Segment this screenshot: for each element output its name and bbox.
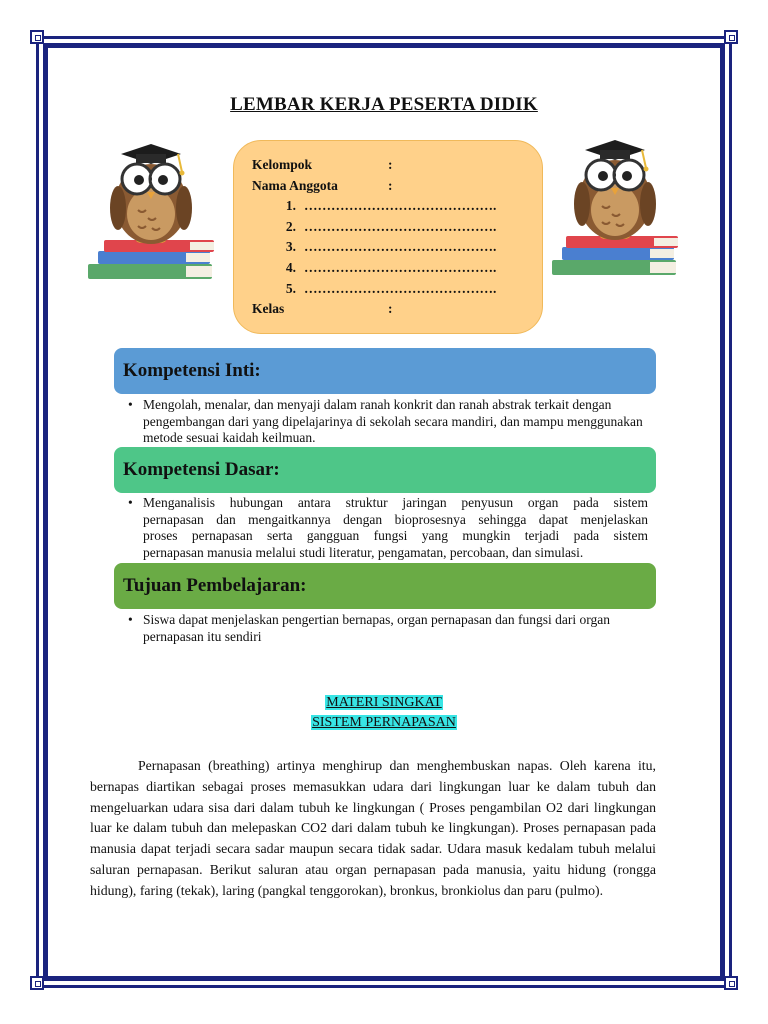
corner-ornament-top-left <box>30 30 44 44</box>
kelas-colon: : <box>388 301 393 317</box>
bullet-icon: • <box>128 495 133 510</box>
corner-ornament-bottom-left <box>30 976 44 990</box>
kompetensi-dasar-heading: Kompetensi Dasar: <box>114 447 656 493</box>
member-list <box>252 196 542 299</box>
member-line-3[interactable]: 3. ……………………………………. <box>285 239 497 255</box>
worksheet-title: LEMBAR KERJA PESERTA DIDIK <box>230 94 538 115</box>
kompetensi-dasar-line: Menganalisis hubungan antara struktur jaringan penyusun organ pada sistem <box>143 495 648 510</box>
nama-anggota-colon: : <box>388 177 393 193</box>
owl-with-books-icon <box>86 140 216 287</box>
kompetensi-inti-text: Mengolah, menalar, dan menyaji dalam ranah konkrit dan ranah abstrak terkait dengan pengembangan dari yang dipelajarinya di sekolah secara mandiri, dan mampu menggunakan metode sesuai kaidah keilmuan. <box>143 397 643 445</box>
nama-anggota-label: Nama Anggota <box>252 177 338 193</box>
bullet-icon: • <box>128 612 133 627</box>
kompetensi-dasar-line: pernapasan dan mengaitkannya dengan bioprosesnya sehingga dapat menjelaskan <box>143 511 648 527</box>
kelompok-colon: : <box>388 157 393 172</box>
tujuan-pembelajaran-heading: Tujuan Pembelajaran: <box>114 563 656 609</box>
student-identity-box <box>233 140 543 334</box>
member-line-1[interactable]: 1. ……………………………………. <box>285 198 497 214</box>
sistem-pernapasan-label: SISTEM PERNAPASAN <box>312 715 456 730</box>
kelas-label: Kelas <box>252 301 285 317</box>
kompetensi-inti-content <box>128 397 648 447</box>
kompetensi-dasar-line: proses pernapasan serta gangguan fungsi yang mungkin terjadi pada sistem <box>143 528 648 543</box>
owl-with-books-icon <box>550 136 682 285</box>
member-line-4[interactable]: 4. ……………………………………. <box>285 259 497 275</box>
kompetensi-dasar-line: pernapasan manusia melalui studi literatur, pengamatan, percobaan, dan simulasi. <box>143 544 584 560</box>
corner-ornament-bottom-right <box>724 976 738 990</box>
kelompok-label: Kelompok <box>252 157 313 172</box>
bullet-icon: • <box>128 397 133 412</box>
tujuan-pembelajaran-text: Siswa dapat menjelaskan pengertian bernapas, organ pernapasan dan fungsi dari organ pernapasan itu sendiri <box>143 612 610 644</box>
kelas-row <box>252 299 542 320</box>
materi-heading <box>0 693 768 733</box>
kelompok-row <box>252 155 542 176</box>
tujuan-pembelajaran-content <box>128 612 648 645</box>
kompetensi-inti-heading: Kompetensi Inti: <box>114 348 656 394</box>
member-line-5[interactable]: 5. ……………………………………. <box>285 280 497 296</box>
materi-singkat-label: MATERI SINGKAT <box>326 695 442 710</box>
corner-ornament-top-right <box>724 30 738 44</box>
kompetensi-dasar-content <box>128 495 648 561</box>
materi-paragraph: Pernapasan (breathing) artinya menghirup dan menghembuskan napas. Oleh karena itu, bernapas diartikan sebagai proses memasukkan udara dari lingkungan luar ke dalam tubuh dan mengeluarkan udara sisa dari dalam tubuh ke lingkungan ( Proses pengambilan O2 dari lingkungan luar ke dalam tubuh dan melepaskan CO2 dari dalam tubuh ke lingkungan). Proses pernapasan pada manusia dapat terjadi secara sadar maupun secara tidak sadar. Udara masuk kedalam tubuh melalui saluran pernapasan. Berikut saluran atau organ pernapasan pada manusia, yaitu hidung (rongga hidung), faring (tekak), laring (pangkal tenggorokan), bronkus, bronkiolus dan paru (pulmo). <box>90 758 656 898</box>
nama-anggota-row <box>252 176 542 197</box>
member-line-2[interactable]: 2. ……………………………………. <box>285 218 497 234</box>
kompetensi-dasar-text <box>143 495 648 561</box>
